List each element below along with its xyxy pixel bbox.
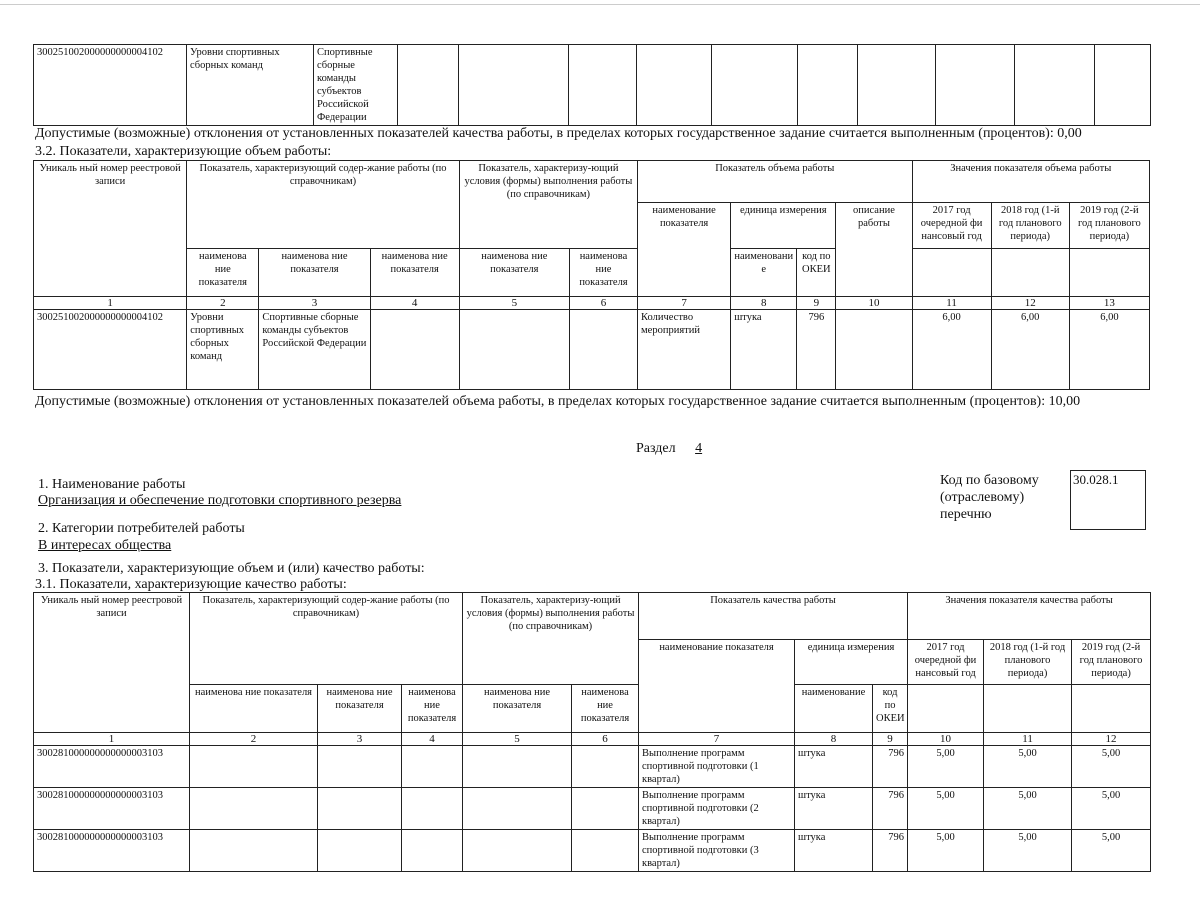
- cell-indicator-name: Выполнение программ спортивной подготовки (1 квартал): [639, 746, 795, 788]
- quality-section-title: 3.1. Показатели, характеризующие качество работы:: [35, 577, 347, 592]
- header-sub-name-2: наименова ние показателя: [259, 249, 370, 297]
- header-sub-name-3: наименова ние показателя: [402, 685, 463, 733]
- cell-value-2019: 5,00: [1072, 788, 1151, 830]
- header-unit-name: наименование: [795, 685, 873, 733]
- table-row: [34, 788, 1151, 830]
- cell-okei-code: 796: [873, 830, 908, 872]
- column-number: 3: [259, 297, 370, 310]
- column-number: 6: [569, 297, 637, 310]
- page-edge-line: [0, 4, 1200, 5]
- header-okei-code: код по ОКЕИ: [873, 685, 908, 733]
- table-row: [34, 746, 1151, 788]
- column-number: 4: [370, 297, 459, 310]
- quality-deviation-note: Допустимые (возможные) отклонения от установленных показателей качества работы, в пределах которых государственное задание считается выполненным (процентов): 0,00: [35, 126, 1082, 141]
- header-conditions-indicator: Показатель, характеризу-ющий условия (формы) выполнения работы (по справочникам): [463, 593, 639, 685]
- column-number: 5: [459, 297, 569, 310]
- cell-unique-number: 300251002000000000004102: [34, 45, 187, 126]
- column-number: 5: [463, 733, 572, 746]
- code-label: Код по базовому (отраслевому) перечню: [940, 473, 1039, 522]
- cell-unit-name: штука: [795, 746, 873, 788]
- cell-indicator-name: Выполнение программ спортивной подготовки (3 квартал): [639, 830, 795, 872]
- cell-value-2018: 5,00: [984, 788, 1072, 830]
- column-number: 4: [402, 733, 463, 746]
- cell-value-2019: 5,00: [1072, 746, 1151, 788]
- volume-section-title: 3.2. Показатели, характеризующие объем работы:: [35, 144, 332, 159]
- work-name: Организация и обеспечение подготовки спортивного резерва: [38, 493, 402, 508]
- cell-value-2018: 5,00: [984, 830, 1072, 872]
- column-number: 11: [984, 733, 1072, 746]
- header-year-2019: 2019 год (2-й год планового периода): [1072, 640, 1151, 685]
- column-number: 8: [731, 297, 797, 310]
- header-sub-name-4: наименова ние показателя: [459, 249, 569, 297]
- consumers: В интересах общества: [38, 538, 172, 553]
- cell-unit-name: штука: [731, 310, 797, 390]
- cell-unique-number: 300281000000000000003103: [34, 830, 190, 872]
- consumers-label: 2. Категории потребителей работы: [38, 521, 245, 536]
- cell-value-2017: 5,00: [908, 788, 984, 830]
- cell-indicator-name: Количество мероприятий: [638, 310, 731, 390]
- column-number: 7: [638, 297, 731, 310]
- section-number: 4: [695, 441, 703, 456]
- header-sub-name-1: наименова ние показателя: [187, 249, 259, 297]
- column-number: 1: [34, 297, 187, 310]
- column-number: 2: [187, 297, 259, 310]
- cell-indicator-name: Выполнение программ спортивной подготовки (2 квартал): [639, 788, 795, 830]
- section-label: Раздел: [636, 441, 676, 456]
- cell-unit-name: штука: [795, 830, 873, 872]
- header-unique-number: Уникаль ный номер реестровой записи: [34, 161, 187, 297]
- cell-okei-code: 796: [797, 310, 836, 390]
- column-number: 8: [795, 733, 873, 746]
- header-content-indicator: Показатель, характеризующий содер-жание работы (по справочникам): [190, 593, 463, 685]
- header-volume-values: Значения показателя объема работы: [912, 161, 1149, 203]
- quality-table-continued: [33, 44, 1151, 126]
- cell-unique-number: 300251002000000000004102: [34, 310, 187, 390]
- header-indicator-name: наименование показателя: [639, 640, 795, 733]
- column-number: 9: [873, 733, 908, 746]
- cell-value-2019: 5,00: [1072, 830, 1151, 872]
- header-sub-name-2: наименова ние показателя: [318, 685, 402, 733]
- cell-value-2018: 5,00: [984, 746, 1072, 788]
- cell-content-1: Уровни спортивных сборных команд: [187, 310, 259, 390]
- cell-okei-code: 796: [873, 788, 908, 830]
- header-content-indicator: Показатель, характеризующий содер-жание работы (по справочникам): [187, 161, 459, 249]
- header-unit-name: наименовани е: [731, 249, 797, 297]
- header-indicator-name: наименование показателя: [638, 203, 731, 297]
- header-volume-indicator: Показатель объема работы: [638, 161, 913, 203]
- cell-okei-code: 796: [873, 746, 908, 788]
- column-number: 6: [572, 733, 639, 746]
- header-work-description: описание работы: [836, 203, 912, 297]
- header-quality-values: Значения показателя качества работы: [908, 593, 1151, 640]
- header-okei-code: код по ОКЕИ: [797, 249, 836, 297]
- column-number: 10: [908, 733, 984, 746]
- code-box: [1070, 470, 1146, 530]
- header-sub-name-3: наименова ние показателя: [370, 249, 459, 297]
- volume-table: [33, 160, 1150, 390]
- cell-unique-number: 300281000000000000003103: [34, 788, 190, 830]
- column-number: 12: [1072, 733, 1151, 746]
- column-number: 11: [912, 297, 991, 310]
- table-row: [34, 830, 1151, 872]
- cell-value-2017: 6,00: [912, 310, 991, 390]
- header-unit: единица измерения: [795, 640, 908, 685]
- column-number: 3: [318, 733, 402, 746]
- cell-content-1: Уровни спортивных сборных команд: [187, 45, 314, 126]
- quality-table: [33, 592, 1151, 872]
- header-year-2017: 2017 год очередной фи нансовый год: [912, 203, 991, 249]
- header-year-2019: 2019 год (2-й год планового периода): [1069, 203, 1149, 249]
- volume-deviation-note: Допустимые (возможные) отклонения от установленных показателей объема работы, в пределах которых государственное задание считается выполненным (процентов): 10,00: [35, 394, 1081, 409]
- column-number: 2: [190, 733, 318, 746]
- column-number: 12: [991, 297, 1069, 310]
- header-sub-name-1: наименова ние показателя: [190, 685, 318, 733]
- column-number: 7: [639, 733, 795, 746]
- column-number: 10: [836, 297, 912, 310]
- cell-value-2017: 5,00: [908, 830, 984, 872]
- cell-value-2018: 6,00: [991, 310, 1069, 390]
- section-heading: [636, 440, 702, 457]
- column-number: 9: [797, 297, 836, 310]
- header-year-2017: 2017 год очередной фи нансовый год: [908, 640, 984, 685]
- cell-value-2017: 5,00: [908, 746, 984, 788]
- cell-unique-number: 300281000000000000003103: [34, 746, 190, 788]
- cell-content-2: Спортивные сборные команды субъектов Российской Федерации: [314, 45, 398, 126]
- cell-content-2: Спортивные сборные команды субъектов Российской Федерации: [259, 310, 370, 390]
- code-value: 30.028.1: [1073, 472, 1119, 487]
- column-number: 1: [34, 733, 190, 746]
- header-year-2018: 2018 год (1-й год планового периода): [991, 203, 1069, 249]
- cell-unit-name: штука: [795, 788, 873, 830]
- work-name-label: 1. Наименование работы: [38, 477, 186, 492]
- header-unique-number: Уникаль ный номер реестровой записи: [34, 593, 190, 733]
- indicators-title: 3. Показатели, характеризующие объем и (или) качество работы:: [38, 561, 425, 576]
- column-number: 13: [1069, 297, 1149, 310]
- header-year-2018: 2018 год (1-й год планового периода): [984, 640, 1072, 685]
- header-sub-name-5: наименова ние показателя: [572, 685, 639, 733]
- header-sub-name-4: наименова ние показателя: [463, 685, 572, 733]
- header-unit: единица измерения: [731, 203, 836, 249]
- header-quality-indicator: Показатель качества работы: [639, 593, 908, 640]
- header-sub-name-5: наименова ние показателя: [569, 249, 637, 297]
- header-conditions-indicator: Показатель, характеризу-ющий условия (формы) выполнения работы (по справочникам): [459, 161, 637, 249]
- cell-value-2019: 6,00: [1069, 310, 1149, 390]
